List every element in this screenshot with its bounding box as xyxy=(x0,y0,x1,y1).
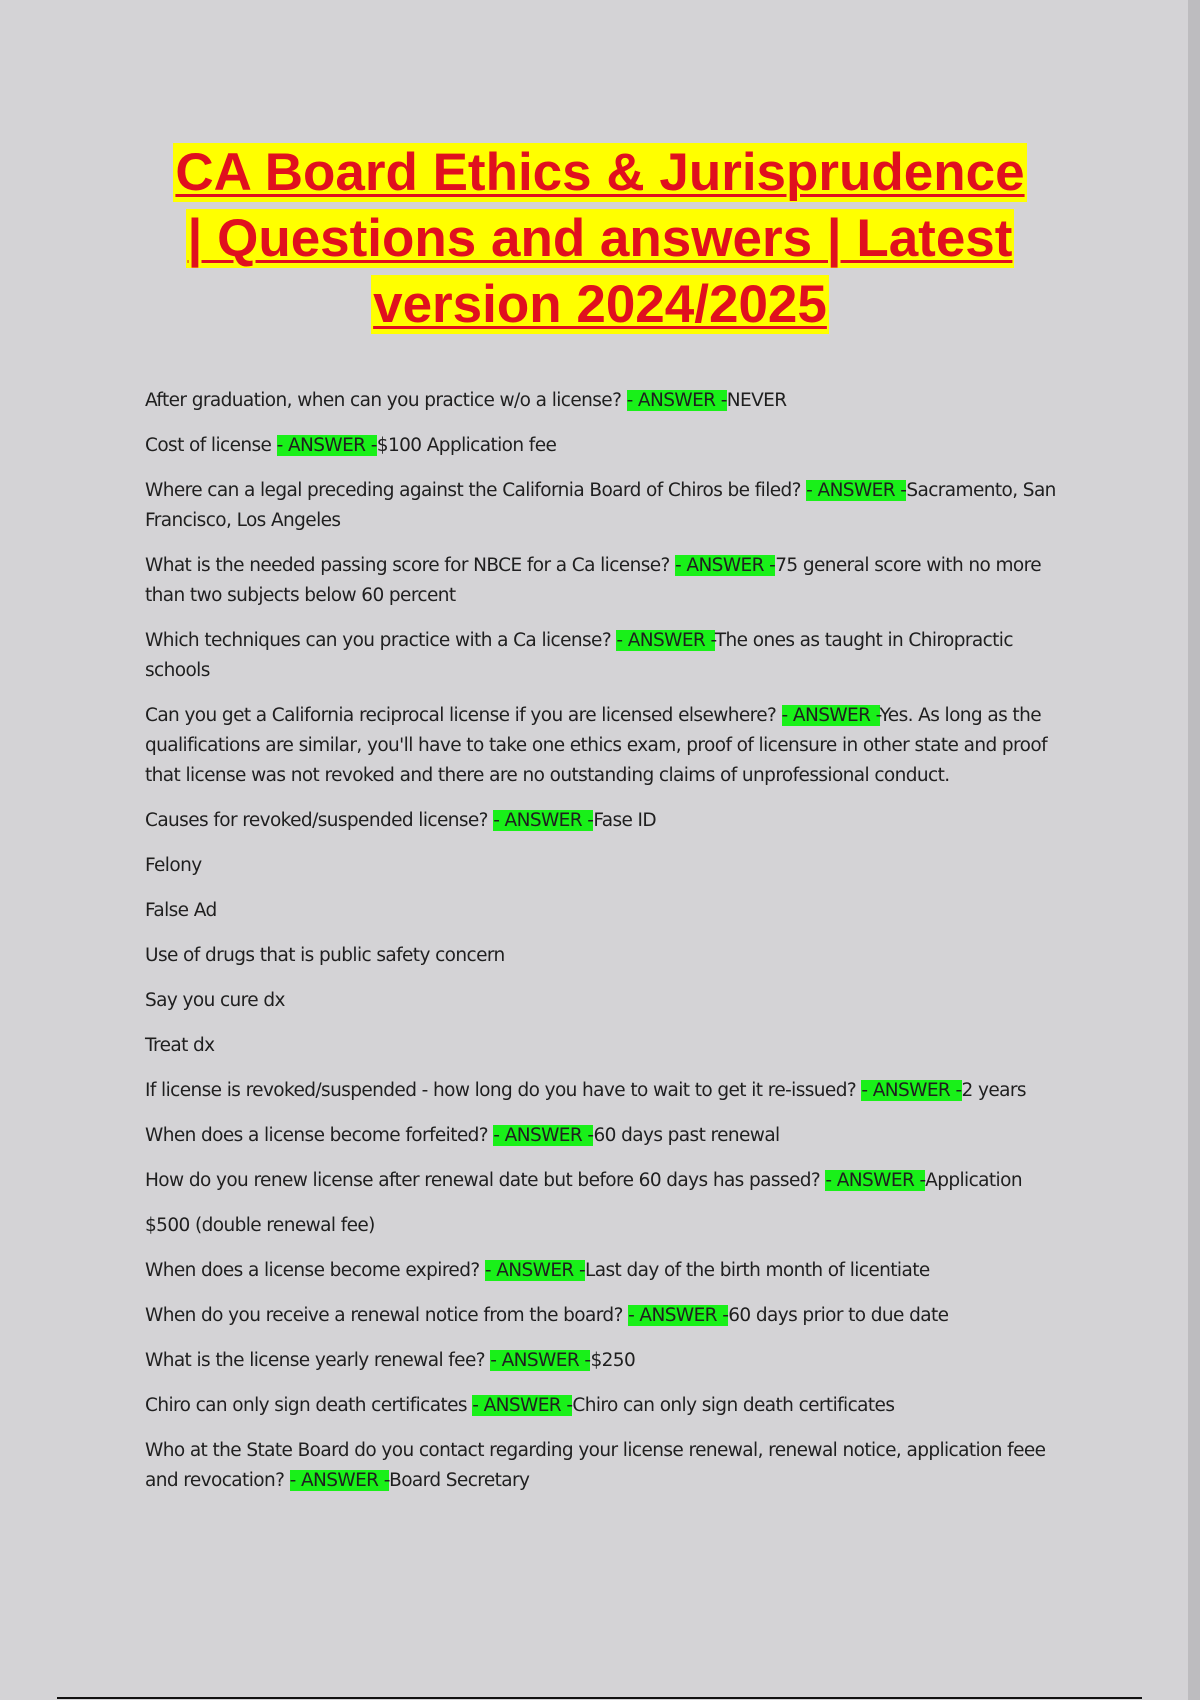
answer-marker: - ANSWER - xyxy=(825,1170,926,1191)
question-text: What is the needed passing score for NBCE for a Ca license? xyxy=(145,555,676,576)
answer-text: Fase ID xyxy=(593,810,657,831)
answer-text: Board Secretary xyxy=(389,1470,530,1491)
answer-marker: - ANSWER - xyxy=(806,480,907,501)
answer-text: Last day of the birth month of licentiate xyxy=(585,1260,930,1281)
qa-item xyxy=(145,551,1065,611)
qa-item xyxy=(145,1121,1065,1151)
bottom-rule xyxy=(57,1697,1142,1699)
question-text: Causes for revoked/suspended license? xyxy=(145,810,494,831)
answer-marker: - ANSWER - xyxy=(626,390,727,411)
list-item-text: $500 (double renewal fee) xyxy=(145,1215,375,1236)
list-item-text: False Ad xyxy=(145,900,217,921)
list-item-text: Use of drugs that is public safety concern xyxy=(145,945,505,966)
question-text: If license is revoked/suspended - how long do you have to wait to get it re-issued? xyxy=(145,1080,862,1101)
qa-item xyxy=(145,1346,1065,1376)
list-item-text: Treat dx xyxy=(145,1035,215,1056)
question-text: When does a license become expired? xyxy=(145,1260,485,1281)
question-text: What is the license yearly renewal fee? xyxy=(145,1350,491,1371)
question-text: Can you get a California reciprocal license if you are licensed elsewhere? xyxy=(145,705,782,726)
answer-text: Application xyxy=(925,1170,1022,1191)
qa-item xyxy=(145,626,1065,686)
list-item xyxy=(145,986,1065,1016)
question-text: Cost of license xyxy=(145,435,277,456)
answer-marker: - ANSWER - xyxy=(472,1395,573,1416)
title-line-1: CA Board Ethics & Jurisprudence xyxy=(175,143,1025,202)
answer-text: Sacramento, San Francisco, Los Angeles xyxy=(145,480,1056,531)
answer-marker: - ANSWER - xyxy=(490,1350,591,1371)
answer-text: NEVER xyxy=(726,390,787,411)
qa-item xyxy=(145,1076,1065,1106)
answer-marker: - ANSWER - xyxy=(276,435,377,456)
question-text: When do you receive a renewal notice from the board? xyxy=(145,1305,629,1326)
list-item xyxy=(145,851,1065,881)
document-title xyxy=(100,140,1100,338)
qa-item xyxy=(145,1256,1065,1286)
answer-text: 75 general score with no more than two subjects below 60 percent xyxy=(145,555,1042,606)
qa-item xyxy=(145,1166,1065,1196)
answer-marker: - ANSWER - xyxy=(628,1305,729,1326)
answer-marker: - ANSWER - xyxy=(675,555,776,576)
title-line-3: version 2024/2025 xyxy=(373,275,827,334)
question-text: After graduation, when can you practice w/o a license? xyxy=(145,390,627,411)
question-text: Which techniques can you practice with a Ca license? xyxy=(145,630,617,651)
answer-marker: - ANSWER - xyxy=(493,810,594,831)
answer-marker: - ANSWER - xyxy=(493,1125,594,1146)
question-text: Chiro can only sign death certificates xyxy=(145,1395,473,1416)
answer-text: $100 Application fee xyxy=(376,435,557,456)
answer-marker: - ANSWER - xyxy=(484,1260,586,1281)
list-item xyxy=(145,896,1065,926)
answer-text: The ones as taught in Chiropractic schools xyxy=(145,630,1013,681)
answer-text: Chiro can only sign death certificates xyxy=(572,1395,895,1416)
qa-item xyxy=(145,431,1065,461)
list-item xyxy=(145,941,1065,971)
list-item xyxy=(145,1031,1065,1061)
qa-item xyxy=(145,476,1065,536)
answer-text: Yes. As long as the qualifications are similar, you'll have to take one ethics exam, proof of licensure in other state and proof that license was not revoked and there are no outstanding claims of unprofessional conduct. xyxy=(145,705,1047,786)
answer-marker: - ANSWER - xyxy=(781,705,880,726)
answer-text: 60 days past renewal xyxy=(593,1125,780,1146)
answer-text: 2 years xyxy=(961,1080,1026,1101)
question-text: How do you renew license after renewal date but before 60 days has passed? xyxy=(145,1170,826,1191)
list-item xyxy=(145,1211,1065,1241)
answer-text: 60 days prior to due date xyxy=(728,1305,949,1326)
qa-item xyxy=(145,701,1065,791)
question-text: When does a license become forfeited? xyxy=(145,1125,494,1146)
answer-marker: - ANSWER - xyxy=(861,1080,962,1101)
list-item-text: Say you cure dx xyxy=(145,990,285,1011)
qa-item xyxy=(145,1436,1065,1496)
qa-item xyxy=(145,1301,1065,1331)
title-line-2: | Questions and answers | Latest xyxy=(187,209,1013,268)
question-text: Where can a legal preceding against the California Board of Chiros be filed? xyxy=(145,480,807,501)
qa-item xyxy=(145,1391,1065,1421)
answer-marker: - ANSWER - xyxy=(616,630,715,651)
qa-item xyxy=(145,386,1065,416)
qa-list xyxy=(145,386,1065,1511)
answer-marker: - ANSWER - xyxy=(289,1470,390,1491)
list-item-text: Felony xyxy=(145,855,202,876)
qa-item xyxy=(145,806,1065,836)
question-text: Who at the State Board do you contact regarding your license renewal, renewal notice, application feee and revocation? xyxy=(145,1440,1046,1491)
title-text xyxy=(173,143,1026,334)
answer-text: $250 xyxy=(590,1350,636,1371)
